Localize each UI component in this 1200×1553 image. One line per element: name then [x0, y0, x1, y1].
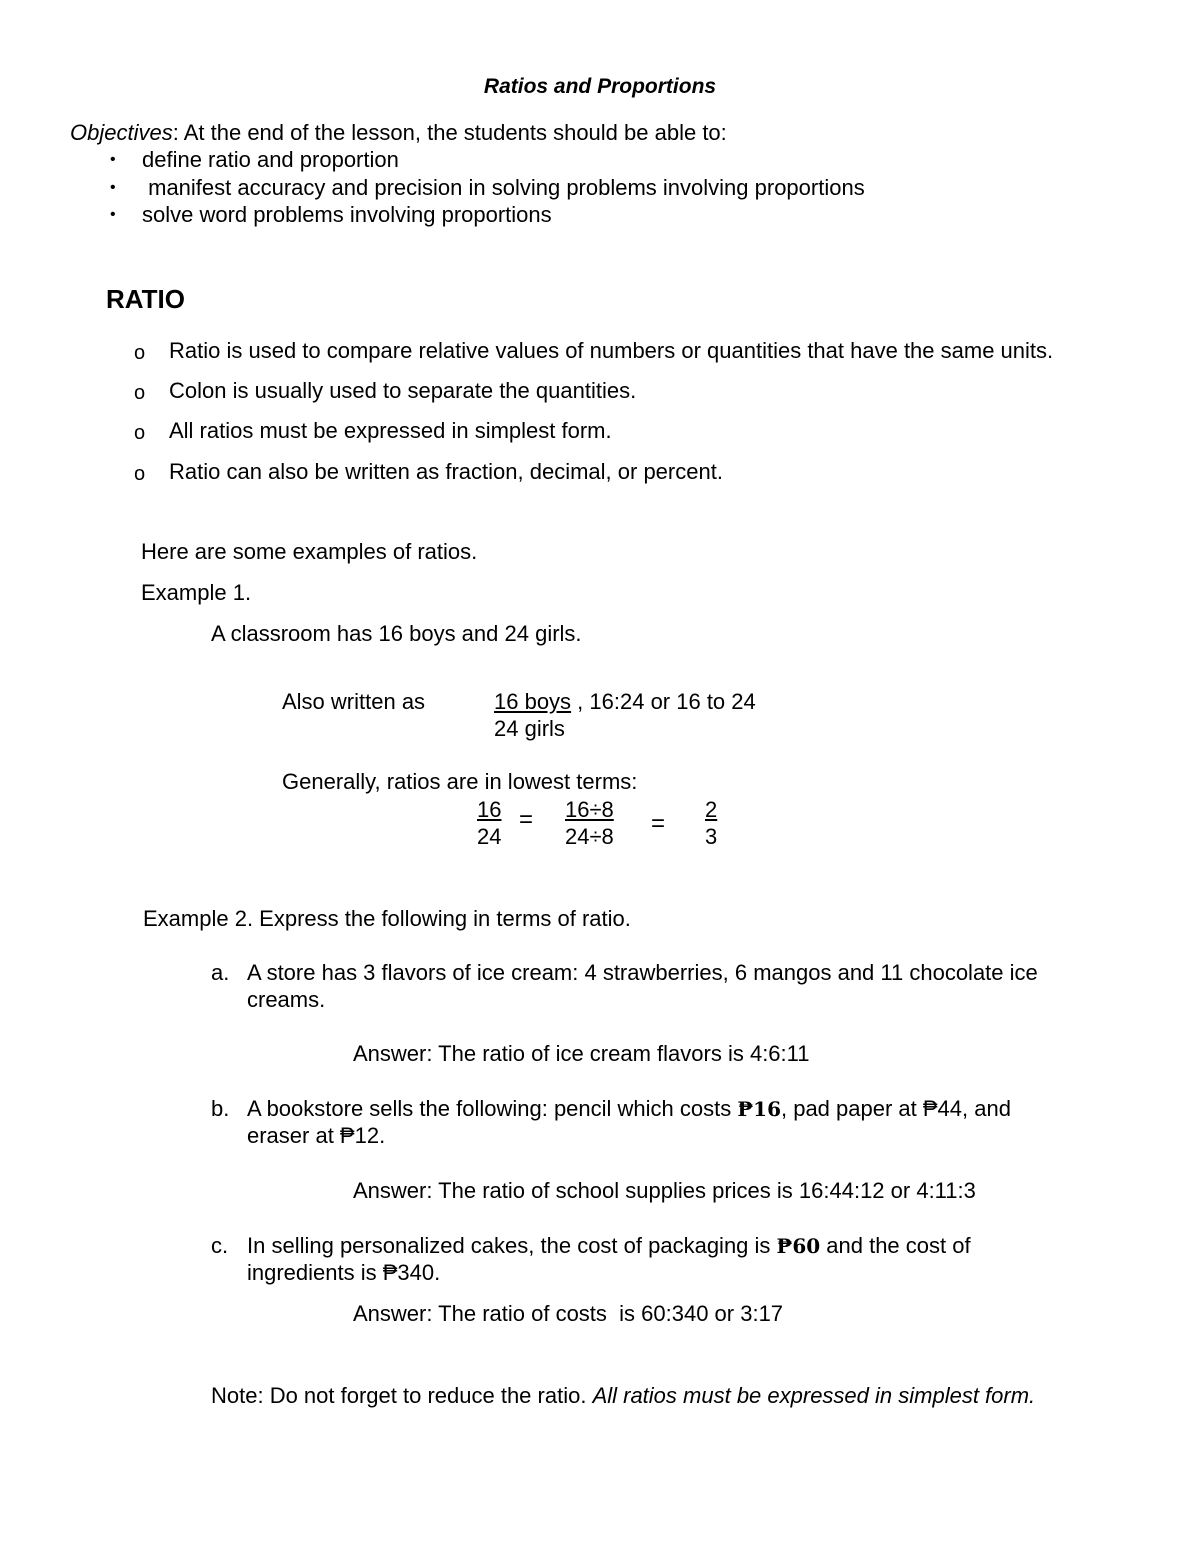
item-b-text: A bookstore sells the following: pencil which costs: [247, 1096, 738, 1121]
item-b-line2: eraser at ₱12.: [247, 1123, 386, 1148]
fraction-3-numerator: 2: [705, 797, 718, 822]
item-c-text-end: and the cost of: [820, 1233, 971, 1258]
ratio-point: Ratio is used to compare relative values of numbers or quantities that have the same units.: [169, 338, 1054, 363]
item-a-line2: creams.: [247, 987, 326, 1012]
page-title: Ratios and Proportions: [483, 75, 717, 98]
objectives-label: Objectives: [70, 120, 173, 145]
list-marker: o: [134, 422, 146, 444]
item-a-answer: Answer: The ratio of ice cream flavors is 4:6:11: [353, 1041, 810, 1066]
example-1-statement: A classroom has 16 boys and 24 girls.: [211, 621, 582, 646]
example-2-label: Example 2. Express the following in terms of ratio.: [143, 906, 631, 931]
objective-item: define ratio and proportion: [142, 147, 399, 172]
example-1-label: Example 1.: [141, 580, 252, 605]
item-c-answer: Answer: The ratio of costs is 60:340 or 3:17: [353, 1301, 784, 1326]
item-b-answer: Answer: The ratio of school supplies prices is 16:44:12 or 4:11:3: [353, 1178, 976, 1203]
item-c-price: ₱60: [776, 1234, 821, 1258]
also-written-label: Also written as: [282, 689, 426, 714]
generally-text: Generally, ratios are in lowest terms:: [282, 769, 638, 794]
fraction-1-denominator: 24: [477, 824, 502, 849]
fraction-3-denominator: 3: [705, 824, 718, 849]
fraction-2-denominator: 24÷8: [565, 824, 614, 849]
item-marker-a: a.: [211, 960, 230, 985]
bullet: •: [110, 206, 116, 223]
note-text: Note: Do not forget to reduce the ratio.: [211, 1383, 593, 1408]
examples-intro: Here are some examples of ratios.: [141, 539, 478, 564]
objective-item: manifest accuracy and precision in solving problems involving proportions: [142, 175, 865, 200]
objectives-line: [70, 122, 727, 144]
item-marker-b: b.: [211, 1096, 230, 1121]
ratio-point: All ratios must be expressed in simplest form.: [169, 418, 612, 443]
list-marker: o: [134, 463, 146, 485]
equals-sign: =: [519, 806, 534, 833]
fraction-1-numerator: 16: [477, 797, 502, 822]
item-b-price: ₱16: [737, 1097, 781, 1121]
item-c-line1: [247, 1235, 971, 1257]
equals-sign: =: [651, 810, 666, 837]
list-marker: o: [134, 342, 146, 364]
item-a-line1: A store has 3 flavors of ice cream: 4 strawberries, 6 mangos and 11 chocolate ice: [247, 960, 1038, 985]
item-b-line1: [247, 1098, 1011, 1120]
ratio-point: Colon is usually used to separate the quantities.: [169, 378, 637, 403]
list-marker: o: [134, 382, 146, 404]
objective-item: solve word problems involving proportions: [142, 202, 552, 227]
fraction-2-numerator: 16÷8: [565, 797, 614, 822]
section-heading-ratio: RATIO: [106, 284, 185, 314]
item-c-line2: ingredients is ₱340.: [247, 1260, 441, 1285]
fraction-numerator: 16 boys: [494, 689, 572, 714]
bullet: •: [110, 151, 116, 168]
fraction-rest: , 16:24 or 16 to 24: [571, 689, 756, 714]
item-marker-c: c.: [211, 1233, 229, 1258]
fraction-denominator: 24 girls: [494, 716, 565, 741]
item-b-text-end: , pad paper at ₱44, and: [780, 1096, 1011, 1121]
note-emphasis: All ratios must be expressed in simplest form.: [592, 1383, 1036, 1408]
item-c-text: In selling personalized cakes, the cost of packaging is: [247, 1233, 777, 1258]
note: [211, 1385, 1035, 1407]
ratio-point: Ratio can also be written as fraction, decimal, or percent.: [169, 459, 723, 484]
bullet: •: [110, 179, 116, 196]
fraction-line: [494, 691, 756, 713]
objectives-intro: : At the end of the lesson, the students should be able to:: [172, 120, 727, 145]
